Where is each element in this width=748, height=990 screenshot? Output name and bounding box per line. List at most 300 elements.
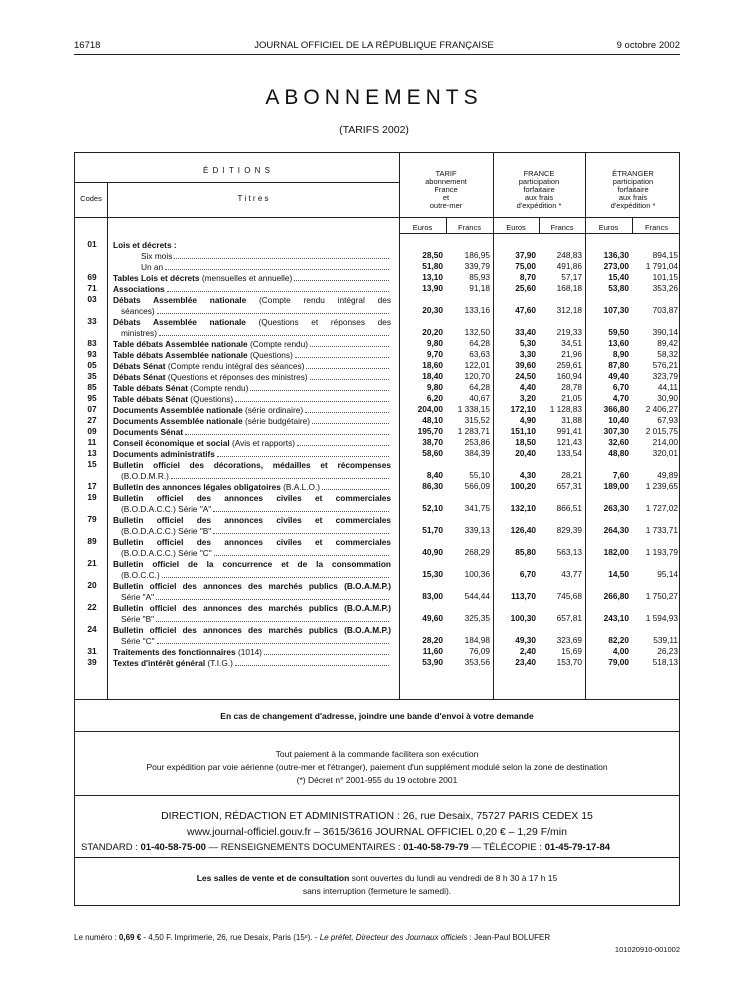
sales-label: Les salles de vente et de consultation (196, 873, 350, 883)
title-line (113, 261, 391, 272)
price-francs: 894,15 (652, 250, 678, 260)
table-row (75, 294, 679, 316)
leader-dots (165, 269, 389, 270)
row-title (113, 459, 391, 481)
payment-box (74, 732, 680, 796)
table-row (75, 415, 679, 426)
price-euros: 151,10 (510, 426, 536, 436)
title-line (113, 382, 391, 393)
tariff-table (74, 152, 680, 700)
france-header (493, 170, 585, 210)
price-francs: 89,42 (657, 338, 678, 348)
title-text: (B.O.D.A.C.C.) Série "B" (121, 526, 212, 536)
title-text: Série "C" (121, 636, 155, 646)
title-text: Textes d'intérêt général (T.I.G.) (113, 658, 233, 668)
issue-date: 9 octobre 2002 (616, 40, 680, 51)
price-francs: 219,33 (556, 327, 582, 337)
price-francs: 2 406,27 (645, 404, 678, 414)
price-francs: 253,86 (464, 437, 490, 447)
title-text: Documents Assemblée nationale (série budgétaire) (113, 416, 311, 426)
title-text: Débats Assemblée nationale (Questions et réponses des (113, 317, 391, 327)
table-row (75, 283, 679, 294)
row-code: 71 (87, 283, 97, 293)
title-line (113, 305, 391, 316)
table-row (75, 646, 679, 657)
row-code: 20 (87, 580, 97, 590)
price-euros: 6,20 (426, 393, 443, 403)
price-francs: 1 750,27 (645, 591, 678, 601)
standard-number: 01-40-58-75-00 (140, 842, 206, 853)
price-francs: 15,69 (561, 646, 582, 656)
payment-line: Tout paiement à la commande facilitera son exécution (275, 749, 479, 759)
row-code: 17 (87, 481, 97, 491)
price-francs: 153,70 (556, 657, 582, 667)
title-line (113, 360, 391, 371)
title-text: Tables Lois et décrets (mensuelles et annuelle) (113, 273, 293, 283)
price-francs: 518,13 (652, 657, 678, 667)
leader-dots (159, 335, 389, 336)
leader-dots (250, 390, 389, 391)
row-code: 24 (87, 624, 97, 634)
leader-dots (264, 654, 389, 655)
price-francs: 121,43 (556, 437, 582, 447)
title-text: Un an (141, 262, 164, 272)
table-row (75, 338, 679, 349)
francs-header: Francs (550, 223, 574, 232)
table-row (75, 481, 679, 492)
title-line (113, 602, 391, 613)
leader-dots (174, 258, 389, 259)
price-euros: 86,30 (422, 481, 443, 491)
price-francs: 28,78 (561, 382, 582, 392)
title-text: Débats Assemblée nationale (Compte rendu intégral des (113, 295, 391, 305)
price-francs: 1 193,79 (645, 547, 678, 557)
page-number: 16718 (74, 40, 101, 51)
row-code: 01 (87, 239, 97, 249)
title-text: Associations (113, 284, 165, 294)
price-francs: 63,63 (469, 349, 490, 359)
leader-dots (295, 357, 389, 358)
title-line (113, 536, 391, 547)
price-euros: 266,80 (603, 591, 629, 601)
price-francs: 320,01 (652, 448, 678, 458)
leader-dots (213, 511, 389, 512)
price-euros: 38,70 (422, 437, 443, 447)
price-euros: 100,30 (510, 613, 536, 623)
title-text: (B.O.C.C.) (121, 570, 160, 580)
header-line: d'expédition * (610, 201, 656, 210)
price-euros: 37,90 (515, 250, 536, 260)
table-row (75, 558, 679, 580)
editions-header: É D I T I O N S (202, 166, 272, 175)
header-line: et (442, 193, 450, 202)
row-divider (75, 217, 679, 218)
table-row (75, 316, 679, 338)
direction-address: 26, rue Desaix, 75727 PARIS CEDEX 15 (399, 810, 593, 822)
table-row (75, 349, 679, 360)
leader-dots (167, 291, 389, 292)
header-line: forfaitaire (617, 185, 649, 194)
price-francs: 1 338,15 (457, 404, 490, 414)
title-line (113, 371, 391, 382)
price-euros: 48,10 (422, 415, 443, 425)
codes-header: Codes (80, 194, 102, 203)
price-francs: 120,70 (464, 371, 490, 381)
header-line: aux frais (524, 193, 554, 202)
title-text: Bulletin officiel des décorations, médailles et récompenses (113, 460, 391, 470)
price-euros: 9,80 (426, 338, 443, 348)
table-row (75, 602, 679, 624)
title-text: Série "B" (121, 614, 155, 624)
table-row (75, 426, 679, 437)
footer-director: Le préfet, Directeur des Journaux officiels (319, 933, 468, 942)
table-row (75, 624, 679, 646)
price-euros: 113,70 (511, 591, 536, 601)
price-francs: 323,79 (652, 371, 678, 381)
price-francs: 55,10 (469, 470, 490, 480)
price-euros: 75,00 (515, 261, 536, 271)
title-text: Table débats Sénat (Compte rendu) (113, 383, 249, 393)
table-row (75, 382, 679, 393)
title-text: Six mois (141, 251, 173, 261)
price-euros: 87,80 (608, 360, 629, 370)
sales-box (74, 858, 680, 906)
price-euros: 14,50 (608, 569, 629, 579)
price-francs: 1 128,83 (549, 404, 582, 414)
title-line (113, 250, 391, 261)
price-euros: 18,50 (515, 437, 536, 447)
price-francs: 384,39 (464, 448, 490, 458)
fax-label: — TÉLÉCOPIE : (468, 842, 545, 853)
title-text: Bulletin officiel des annonces civiles et commerciales (113, 493, 391, 503)
titres-header: T i t r e s (237, 194, 269, 203)
table-row (75, 272, 679, 283)
price-francs: 539,11 (653, 635, 678, 645)
price-euros: 59,50 (608, 327, 629, 337)
leader-dots (156, 599, 389, 600)
header-line: participation (518, 177, 560, 186)
price-francs: 132,50 (464, 327, 490, 337)
price-euros: 4,40 (519, 382, 536, 392)
price-francs: 312,18 (556, 305, 582, 315)
row-title (113, 371, 391, 382)
title-line (113, 514, 391, 525)
price-francs: 57,17 (561, 272, 582, 282)
price-euros: 2,40 (519, 646, 536, 656)
price-francs: 85,93 (469, 272, 490, 282)
price-euros: 20,20 (422, 327, 443, 337)
leader-dots (213, 533, 389, 534)
price-francs: 353,26 (652, 283, 678, 293)
price-francs: 67,93 (657, 415, 678, 425)
title-line (113, 338, 391, 349)
row-code: 09 (87, 426, 97, 436)
etranger-header (585, 170, 681, 210)
title-text: Bulletin officiel des annonces des marchés publics (B.O.A.M.P.) (113, 603, 391, 613)
row-title (113, 250, 391, 261)
leader-dots (217, 456, 389, 457)
page-subtitle: (TARIFS 2002) (339, 124, 409, 136)
price-euros: 20,30 (422, 305, 443, 315)
price-euros: 7,60 (612, 470, 629, 480)
price-francs: 28,21 (561, 470, 582, 480)
price-euros: 49,60 (422, 613, 443, 623)
price-francs: 323,69 (556, 635, 582, 645)
euros-header: Euros (598, 223, 619, 232)
price-francs: 991,41 (556, 426, 582, 436)
footer-ref: 101020910-001002 (614, 945, 680, 954)
row-title (113, 272, 391, 283)
row-code: 27 (87, 415, 97, 425)
website-line: www.journal-officiel.gouv.fr – 3615/3616 JOURNAL OFFICIEL 0,20 € – 1,29 F/min (187, 826, 567, 838)
row-code: 95 (87, 393, 97, 403)
price-euros: 82,20 (608, 635, 629, 645)
title-text: Débats Sénat (Questions et réponses des ministres) (113, 372, 308, 382)
leader-dots (162, 577, 389, 578)
footer-signer: : Jean-Paul BOLUFER (467, 933, 551, 942)
price-francs: 91,18 (469, 283, 490, 293)
price-euros: 83,00 (422, 591, 443, 601)
title-line (113, 646, 391, 657)
price-francs: 339,79 (464, 261, 490, 271)
row-title (113, 646, 391, 657)
price-euros: 51,80 (422, 261, 443, 271)
price-francs: 168,18 (556, 283, 582, 293)
price-euros: 126,40 (510, 525, 536, 535)
title-line (113, 558, 391, 569)
price-euros: 107,30 (603, 305, 629, 315)
title-text: ministres) (121, 328, 157, 338)
row-code: 79 (87, 514, 97, 524)
direction-label: DIRECTION, RÉDACTION ET ADMINISTRATION : (161, 810, 400, 822)
title-text: Conseil économique et social (Avis et rapports) (113, 438, 295, 448)
price-euros: 3,30 (519, 349, 536, 359)
row-code: 83 (87, 338, 97, 348)
price-euros: 6,70 (519, 569, 536, 579)
row-code: 15 (87, 459, 97, 469)
footer-price: 0,69 € (118, 933, 142, 942)
title-line (113, 426, 391, 437)
title-line (113, 492, 391, 503)
price-francs: 76,09 (469, 646, 490, 656)
francs-header: Francs (645, 223, 668, 232)
table-row (75, 657, 679, 668)
price-francs: 34,51 (561, 338, 582, 348)
price-euros: 11,60 (422, 646, 443, 656)
price-francs: 1 283,71 (457, 426, 490, 436)
header-rule (74, 54, 680, 55)
euros-header: Euros (412, 223, 433, 232)
fax-number: 01-45-79-17-84 (544, 842, 611, 853)
price-euros: 32,60 (608, 437, 629, 447)
rens-label: — RENSEIGNEMENTS DOCUMENTAIRES : (205, 842, 404, 853)
leader-dots (294, 280, 389, 281)
price-euros: 172,10 (510, 404, 536, 414)
title-text: (B.O.D.A.C.C.) Série "C" (121, 548, 212, 558)
leader-dots (322, 489, 389, 490)
price-euros: 366,80 (603, 404, 629, 414)
title-text: Documents Sénat (113, 427, 184, 437)
price-francs: 1 791,04 (645, 261, 678, 271)
footer-prefix: Le numéro : (74, 933, 119, 942)
leader-dots (185, 434, 389, 435)
price-euros: 18,60 (422, 360, 443, 370)
row-code: 21 (87, 558, 97, 568)
price-euros: 10,40 (608, 415, 629, 425)
title-text: Série "A" (121, 592, 155, 602)
row-code: 93 (87, 349, 97, 359)
tarif-header (399, 170, 493, 210)
footer-line (74, 933, 550, 942)
price-euros: 52,10 (422, 503, 443, 513)
title-text: Débats Sénat (Compte rendu intégral des séances) (113, 361, 305, 371)
price-euros: 6,70 (612, 382, 629, 392)
price-euros: 9,80 (426, 382, 443, 392)
price-francs: 248,83 (556, 250, 582, 260)
title-line (113, 239, 391, 250)
price-euros: 28,50 (422, 250, 443, 260)
price-euros: 8,70 (519, 272, 536, 282)
price-euros: 243,10 (603, 613, 629, 623)
price-euros: 4,00 (612, 646, 629, 656)
leader-dots (297, 445, 389, 446)
row-title (113, 580, 391, 602)
title-line (113, 349, 391, 360)
price-euros: 23,40 (515, 657, 536, 667)
row-code: 39 (87, 657, 97, 667)
table-row (75, 514, 679, 536)
header-line: FRANCE (523, 169, 555, 178)
price-euros: 51,70 (422, 525, 443, 535)
title-text: Bulletin officiel de la concurrence et de la consommation (113, 559, 391, 569)
price-francs: 101,15 (652, 272, 678, 282)
price-francs: 214,00 (652, 437, 678, 447)
row-title (113, 602, 391, 624)
leader-dots (235, 401, 389, 402)
price-euros: 204,00 (417, 404, 443, 414)
row-title (113, 316, 391, 338)
price-euros: 132,10 (510, 503, 536, 513)
title-line (113, 459, 391, 470)
payment-line: Pour expédition par voie aérienne (outre-mer et l'étranger), paiement d'un supplément modulé selon la zone de destination (146, 762, 608, 772)
price-francs: 95,14 (657, 569, 678, 579)
price-euros: 58,60 (422, 448, 443, 458)
header-line: abonnement (425, 177, 467, 186)
price-euros: 39,60 (515, 360, 536, 370)
price-francs: 657,31 (556, 481, 582, 491)
price-francs: 657,81 (556, 613, 582, 623)
journal-name: JOURNAL OFFICIEL DE LA RÉPUBLIQUE FRANÇAISE (254, 40, 494, 51)
row-code: 05 (87, 360, 97, 370)
price-euros: 13,60 (608, 338, 629, 348)
title-line (113, 569, 391, 580)
price-francs: 1 239,65 (645, 481, 678, 491)
title-line (113, 591, 391, 602)
title-line (113, 283, 391, 294)
price-francs: 866,51 (556, 503, 582, 513)
row-code: 11 (87, 437, 97, 447)
title-text: Bulletin des annonces légales obligatoires (B.A.L.O.) (113, 482, 321, 492)
row-title (113, 294, 391, 316)
price-euros: 40,90 (422, 547, 443, 557)
leader-dots (157, 313, 389, 314)
title-text: Table débats Assemblée nationale (Questions) (113, 350, 293, 360)
price-euros: 79,00 (608, 657, 629, 667)
phone-line (75, 840, 679, 856)
title-text: Bulletin officiel des annonces civiles et commerciales (113, 537, 391, 547)
price-euros: 189,00 (603, 481, 629, 491)
price-euros: 307,30 (603, 426, 629, 436)
leader-dots (235, 665, 389, 666)
francs-header: Francs (458, 223, 481, 232)
price-euros: 264,30 (603, 525, 629, 535)
price-euros: 28,20 (422, 635, 443, 645)
table-row (75, 250, 679, 261)
title-line (113, 404, 391, 415)
table-row (75, 360, 679, 371)
table-row (75, 492, 679, 514)
direction-box (74, 796, 680, 858)
price-francs: 1 594,93 (645, 613, 678, 623)
title-line (113, 613, 391, 624)
price-francs: 745,68 (556, 591, 582, 601)
title-line (113, 272, 391, 283)
row-title (113, 338, 391, 349)
price-francs: 64,28 (469, 338, 490, 348)
row-code: 85 (87, 382, 97, 392)
row-code: 22 (87, 602, 97, 612)
address-change-notice: En cas de changement d'adresse, joindre une bande d'envoi à votre demande (74, 700, 680, 732)
price-francs: 21,05 (561, 393, 582, 403)
price-euros: 4,30 (519, 470, 536, 480)
title-line (113, 316, 391, 327)
row-title (113, 437, 391, 448)
footer-printer: - 4,50 F. Imprimerie, 26, rue Desaix, Paris (15ᵉ). - (141, 933, 320, 942)
header-line: ÉTRANGER (612, 169, 654, 178)
leader-dots (156, 621, 389, 622)
title-line (113, 481, 391, 492)
price-francs: 1 727,02 (645, 503, 678, 513)
row-title (113, 481, 391, 492)
title-line (113, 470, 391, 481)
payment-line: (*) Décret n° 2001-955 du 19 octobre 2001 (296, 775, 458, 785)
price-euros: 4,70 (612, 393, 629, 403)
direction-line (75, 808, 679, 824)
price-francs: 58,32 (657, 349, 678, 359)
price-euros: 182,00 (603, 547, 629, 557)
price-francs: 268,29 (464, 547, 490, 557)
table-row (75, 448, 679, 459)
header-line: TARIF (435, 169, 457, 178)
row-code: 03 (87, 294, 97, 304)
header-line: aux frais (618, 193, 648, 202)
row-divider (399, 233, 679, 234)
row-code: 35 (87, 371, 97, 381)
row-code: 13 (87, 448, 97, 458)
row-title (113, 382, 391, 393)
leader-dots (312, 423, 389, 424)
title-text: séances) (121, 306, 155, 316)
table-row (75, 393, 679, 404)
price-euros: 25,60 (515, 283, 536, 293)
row-title (113, 558, 391, 580)
title-text: Documents Assemblée nationale (série ordinaire) (113, 405, 304, 415)
price-euros: 15,30 (422, 569, 443, 579)
euros-header: Euros (506, 223, 526, 232)
price-euros: 18,40 (422, 371, 443, 381)
table-row (75, 371, 679, 382)
price-euros: 195,70 (417, 426, 443, 436)
